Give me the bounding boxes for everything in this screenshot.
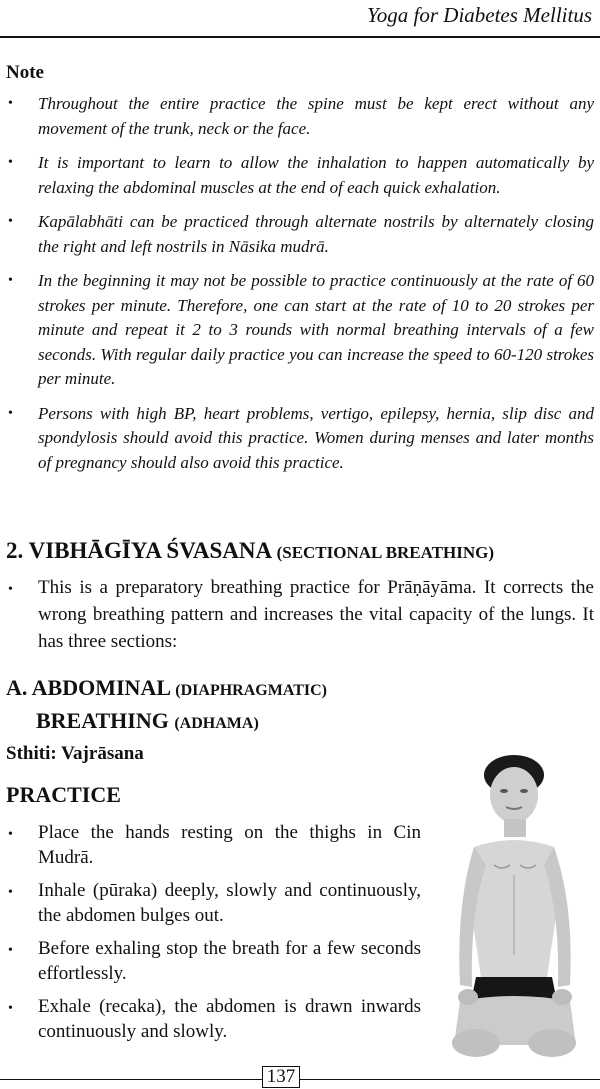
section-title: 2. VIBHĀGĪYA ŚVASANA xyxy=(6,538,271,563)
practice-step xyxy=(0,936,425,986)
subsection-title-line2-paren: (ADHAMA) xyxy=(174,715,259,732)
note-item xyxy=(0,151,600,200)
bullet-icon: • xyxy=(8,214,13,229)
section-intro-text: This is a preparatory breathing practice for Prāṇāyāma. It corrects the wrong breathing pattern and increases the vital capacity of the lungs. It has three sections: xyxy=(38,577,594,652)
bullet-icon: • xyxy=(8,827,13,842)
section-heading xyxy=(6,538,494,564)
practice-step-text: Before exhaling stop the breath for a few seconds effortlessly. xyxy=(38,938,421,984)
bullet-icon: • xyxy=(8,943,13,958)
note-list xyxy=(0,92,600,485)
practice-step xyxy=(0,994,425,1044)
note-text: It is important to learn to allow the inhalation to happen automatically by relaxing the abdominal muscles at the end of each quick exhalation. xyxy=(38,153,594,197)
bullet-icon: • xyxy=(8,155,13,170)
bullet-icon: • xyxy=(8,273,13,288)
note-item xyxy=(0,269,600,392)
note-item xyxy=(0,92,600,141)
practice-step-text: Inhale (pūraka) deeply, slowly and continuously, the abdomen bulges out. xyxy=(38,880,421,926)
practice-step xyxy=(0,878,425,928)
note-text: Persons with high BP, heart problems, vertigo, epilepsy, hernia, slip disc and spondylosis should avoid this practice. Women during menses and later months of pregnancy should also avoid this practice. xyxy=(38,403,594,472)
note-item xyxy=(0,210,600,259)
bullet-icon: • xyxy=(8,1001,13,1016)
vajrasana-figure-image xyxy=(446,755,596,1065)
practice-step-text: Exhale (recaka), the abdomen is drawn inwards continuously and slowly. xyxy=(38,996,421,1042)
practice-heading: PRACTICE xyxy=(6,782,121,807)
bullet-icon: • xyxy=(8,96,13,111)
practice-step-text: Place the hands resting on the thighs in Cin Mudrā. xyxy=(38,822,421,868)
subsection-title-line2: BREATHING xyxy=(36,708,169,733)
practice-list xyxy=(0,820,425,1052)
subsection-title-line2-wrap xyxy=(6,706,327,739)
note-text: Kapālabhāti can be practiced through alternate nostrils by alternately closing the right and left nostrils in Nāsika mudrā. xyxy=(38,212,594,256)
footer-rule xyxy=(300,1079,600,1080)
subsection-title-line1-paren: (DIAPHRAGMATIC) xyxy=(175,682,327,699)
practice-step xyxy=(0,820,425,870)
note-heading: Note xyxy=(6,62,44,83)
subsection-title-line1: A. ABDOMINAL xyxy=(6,675,170,700)
footer-rule xyxy=(0,1079,262,1080)
bullet-icon: • xyxy=(8,582,13,597)
note-text: In the beginning it may not be possible to practice continuously at the rate of 60 strokes per minute. Therefore, one can start at the rate of 10 to 20 strokes per minute and repeat it 2 to 3 rounds with normal breathing intervals of a few seconds. With regular daily practice you can increase the speed to 60-120 strokes per minute. xyxy=(38,271,594,388)
header-rule xyxy=(0,36,600,38)
bullet-icon: • xyxy=(8,885,13,900)
note-text: Throughout the entire practice the spine must be kept erect without any movement of the trunk, neck or the face. xyxy=(38,94,594,138)
page-number: 137 xyxy=(262,1066,300,1088)
section-subtitle: (SECTIONAL BREATHING) xyxy=(276,543,495,562)
running-header: Yoga for Diabetes Mellitus xyxy=(367,3,592,27)
subsection-heading xyxy=(6,673,327,739)
sthiti-label: Sthiti: Vajrāsana xyxy=(6,743,144,764)
bullet-icon: • xyxy=(8,405,13,421)
section-intro xyxy=(0,574,600,655)
note-item xyxy=(0,402,600,476)
